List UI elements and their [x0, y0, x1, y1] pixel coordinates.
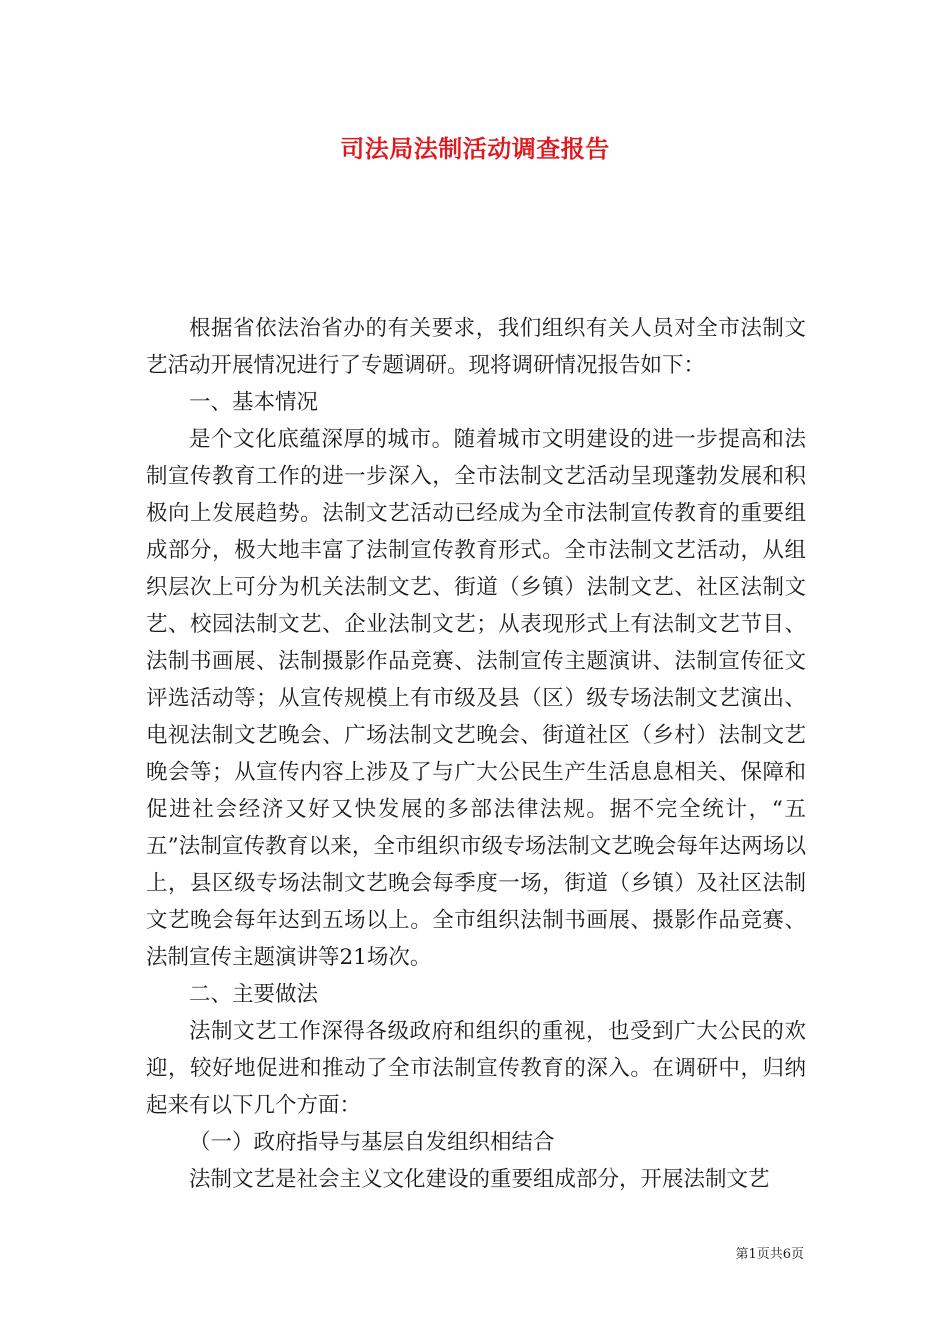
subsection-1-paragraph: 法制文艺是社会主义文化建设的重要组成部分，开展法制文艺	[189, 1167, 770, 1192]
document-body	[146, 310, 806, 1198]
basic-situation-paragraph: 是个文化底蕴深厚的城市。随着城市文明建设的进一步提高和法制宣传教育工作的进一步深入，全市法制文艺活动呈现蓬勃发展和积极向上发展趋势。法制文艺活动已经成为全市法制宣传教育的重要组成部分，极大地丰富了法制宣传教育形式。全市法制文艺活动，从组织层次上可分为机关法制文艺、街道（乡镇）法制文艺、社区法制文艺、校园法制文艺、企业法制文艺；从表现形式上有法制文艺节目、法制书画展、法制摄影作品竞赛、法制宣传主题演讲、法制宣传征文评选活动等；从宣传规模上有市级及县（区）级专场法制文艺演出、电视法制文艺晚会、广场法制文艺晚会、街道社区（乡村）法制文艺晚会等；从宣传内容上涉及了与广大公民生产生活息息相关、保障和促进社会经济又好又快发展的多部法律法规。据不完全统计，“五五”法制宣传教育以来，全市组织市级专场法制文艺晚会每年达两场以上，县区级专场法制文艺晚会每季度一场，街道（乡镇）及社区法制文艺晚会每年达到五场以上。全市组织法制书画展、摄影作品竞赛、法制宣传主题演讲等21场次。	[146, 427, 806, 970]
section-heading-main-practices: 二、主要做法	[189, 982, 319, 1007]
subsection-heading-1: （一）政府指导与基层自发组织相结合	[189, 1130, 555, 1155]
intro-paragraph: 根据省依法治省办的有关要求，我们组织有关人员对全市法制文艺活动开展情况进行了专题调研。现将调研情况报告如下：	[146, 316, 806, 378]
page-number-footer: 第1页共6页	[735, 1247, 804, 1262]
section-heading-basic-situation: 一、基本情况	[189, 390, 319, 415]
document-title: 司法局法制活动调查报告	[340, 134, 610, 163]
main-practices-paragraph: 法制文艺工作深得各级政府和组织的重视，也受到广大公民的欢迎，较好地促进和推动了全市法制宣传教育的深入。在调研中，归纳起来有以下几个方面：	[146, 1019, 806, 1118]
